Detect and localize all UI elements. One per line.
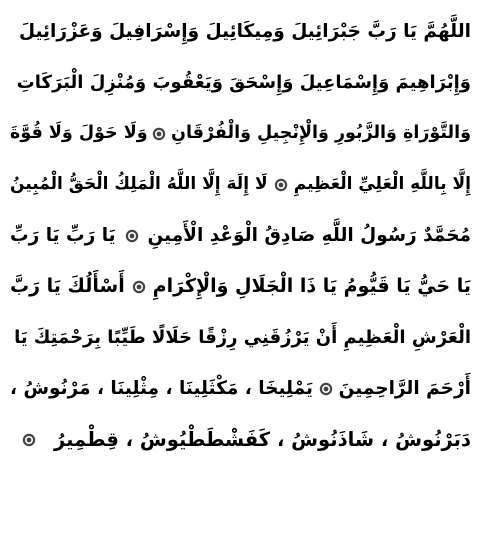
rosette-ornament-icon <box>125 229 139 243</box>
text-segment: وَلَا حَوْلَ وَلَا قُوَّةَ <box>10 123 148 143</box>
rosette-ornament-icon <box>274 178 288 192</box>
text-line <box>10 210 471 261</box>
text-segment: لَا إِلَهَ إِلَّا اللَّهُ الْمَلِكُ الْحَقُّ الْمُبِينُ <box>10 174 268 194</box>
text-segment: أَسْأَلُكَ يَا رَبَّ <box>10 275 125 297</box>
text-segment: دَبَرْنُوشُ ، شَاذَنُوشُ ، كَفَشْطَطْيُوشُ ، قِطْمِيرُ <box>53 428 471 451</box>
prayer-text-block <box>10 6 471 465</box>
text-line <box>10 6 471 57</box>
text-line <box>10 363 471 414</box>
text-segment: وَالتَّوْرَاةِ وَالزَّبُورِ وَالْإِنْجِيلِ وَالْفُرْقَانِ <box>171 123 471 143</box>
text-segment: يَا رَبِّ يَا رَبِّ <box>10 225 116 246</box>
text-segment: أَرْحَمَ الرَّاحِمِينَ <box>338 378 471 399</box>
text-segment: إِلَّا بِاللَّهِ الْعَلِيِّ الْعَظِيمِ <box>293 174 471 194</box>
rosette-ornament-icon <box>132 280 146 294</box>
text-line <box>10 108 471 159</box>
text-segment: اللَّهُمَّ يَا رَبَّ جَبْرَائِيلَ وَمِيكَائِيلَ وَإِسْرَافِيلَ وَعَزْرَائِيلَ <box>18 21 471 42</box>
rosette-ornament-icon <box>152 127 166 141</box>
text-segment: وَإِبْرَاهِيمَ وَإِسْمَاعِيلَ وَإِسْحَقَ وَيَعْقُوبَ وَمُنْزِلَ الْبَرَكَاتِ <box>16 72 471 93</box>
text-line <box>10 159 471 210</box>
text-segment: مُحَمَّدٌ رَسُولُ اللَّهِ صَادِقُ الْوَعْدِ الْأَمِينِ <box>147 225 471 246</box>
text-line <box>10 261 471 312</box>
text-line <box>10 414 471 465</box>
rosette-ornament-icon <box>319 382 333 396</box>
text-segment: يَا حَيُّ يَا قَيُّومُ يَا ذَا الْجَلَالِ وَالْإِكْرَامِ <box>152 275 471 297</box>
text-line <box>10 57 471 108</box>
text-line <box>10 312 471 363</box>
text-segment: الْعَرْشِ الْعَظِيمِ أَنْ يَرْزُقَنِي رِزْقًا حَلَالًا طَيِّبًا بِرَحْمَتِكَ يَا <box>14 327 471 348</box>
rosette-ornament-icon <box>22 433 36 447</box>
text-segment: يَمْلِيخَا ، مَكْثَلِينَا ، مِثْلِينَا ، مَرْنُوشُ ، <box>10 378 313 399</box>
